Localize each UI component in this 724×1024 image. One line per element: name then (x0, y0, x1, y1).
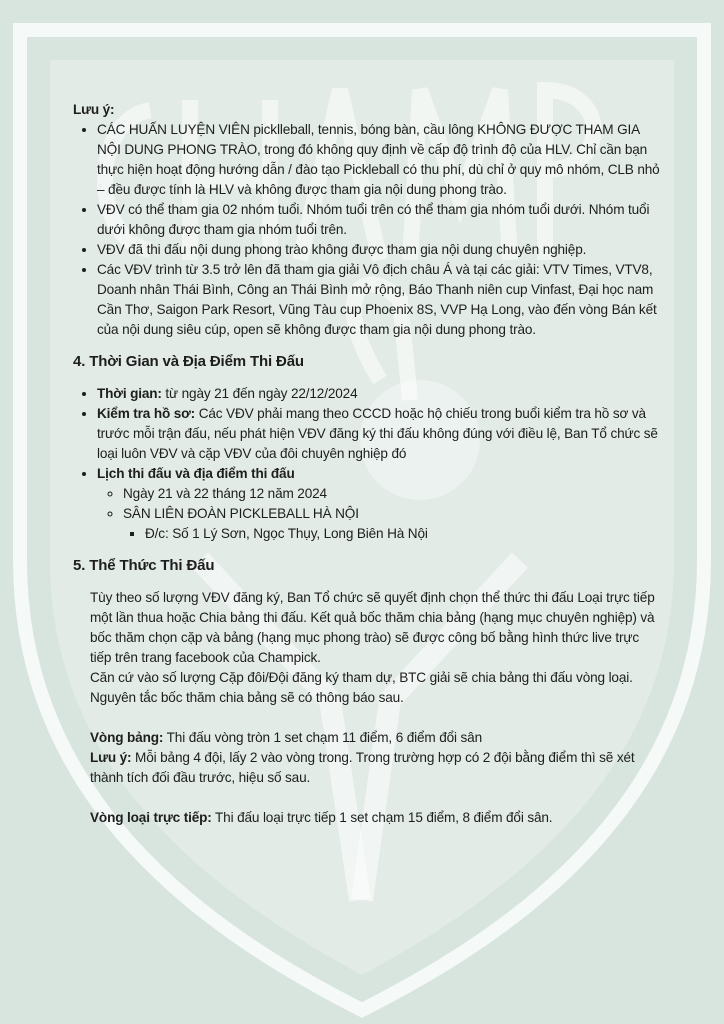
schedule-label: Lịch thi đấu và địa điểm thi đấu (97, 466, 295, 481)
note-list (73, 120, 663, 340)
note-item: • CÁC HUẤN LUYỆN VIÊN picklleball, tennis, bóng bàn, cầu lông KHÔNG ĐƯỢC THAM GIA NỘI DUNG PHONG TRÀO, trong đó không quy định về cấp độ trình độ của HLV. Chỉ cần bạn thực hiện hoạt động hướng dẫn / đào tạo Pickleball có thu phí, dù chỉ ở quy mô nhóm, CLB nhỏ – đều được tính là HLV và không được tham gia nội dung phong trào. (97, 120, 663, 200)
schedule-sublist (97, 484, 663, 544)
section5-heading: 5. Thể Thức Thi Đấu (73, 557, 215, 574)
section4-list (73, 384, 663, 544)
group-stage-rule (90, 728, 663, 748)
time-label: Thời gian: (97, 386, 162, 401)
venue-name: SÂN LIÊN ĐOÀN PICKLEBALL HÀ NỘI (123, 506, 359, 521)
address-list (123, 524, 663, 544)
venue-item (123, 504, 663, 544)
check-value: Các VĐV phải mang theo CCCD hoặc hộ chiếu trong buổi kiểm tra hồ sơ và trước mỗi trận đấu, nếu phát hiện VĐV đăng ký thi đấu không đúng với điều lệ, Ban Tổ chức sẽ loại luôn VĐV và cặp VĐV của đôi chuyên nghiệp đó (97, 406, 658, 461)
time-item (97, 384, 663, 404)
note-item: • VĐV có thể tham gia 02 nhóm tuổi. Nhóm tuổi trên có thể tham gia nhóm tuổi dưới. Nhóm tuổi dưới không được tham gia nhóm tuổi trên. (97, 200, 663, 240)
check-item (97, 404, 663, 464)
note-label: Lưu ý: (73, 102, 115, 117)
note-item: • VĐV đã thi đấu nội dung phong trào không được tham gia nội dung chuyên nghiệp. (97, 240, 663, 260)
group-stage-value: Thi đấu vòng tròn 1 set chạm 11 điểm, 6 điểm đổi sân (163, 730, 483, 745)
group-note-value: Mỗi bảng 4 đội, lấy 2 vào vòng trong. Trong trường hợp có 2 đội bằng điểm thì sẽ xét thành tích đối đầu trước, hiệu số sau. (90, 750, 635, 785)
section5-body (90, 588, 663, 828)
group-note (90, 748, 663, 788)
knockout-value: Thi đấu loại trực tiếp 1 set chạm 15 điểm, 8 điểm đổi sân. (211, 810, 553, 825)
check-label: Kiểm tra hồ sơ: (97, 406, 196, 421)
format-paragraph-2: Căn cứ vào số lượng Cặp đôi/Đội đăng ký tham dự, BTC giải sẽ chia bảng thi đấu vòng loại. Nguyên tắc bốc thăm chia bảng sẽ có thông báo sau. (90, 670, 633, 705)
format-paragraph-1: Tùy theo số lượng VĐV đăng ký, Ban Tổ chức sẽ quyết định chọn thể thức thi đấu Loại trực tiếp một lần thua hoặc Chia bảng thi đấu. Kết quả bốc thăm chia bảng (hạng mục chuyên nghiệp) và bốc thăm chọn cặp và bảng (hạng mục phong trào) sẽ được công bố bằng hình thức live trực tiếp trên trang facebook của Champick. (90, 590, 655, 665)
time-value: từ ngày 21 đến ngày 22/12/2024 (161, 386, 358, 401)
group-stage-label: Vòng bảng: (90, 730, 164, 745)
group-note-label: Lưu ý: (90, 750, 132, 765)
document-page (73, 100, 663, 828)
knockout-label: Vòng loại trực tiếp: (90, 810, 212, 825)
schedule-date: ◦ Ngày 21 và 22 tháng 12 năm 2024 (123, 484, 663, 504)
schedule-item (97, 464, 663, 544)
venue-address: ▪ Đ/c: Số 1 Lý Sơn, Ngọc Thụy, Long Biên Hà Nội (145, 524, 663, 544)
note-item: • Các VĐV trình từ 3.5 trở lên đã tham gia giải Vô địch châu Á và tại các giải: VTV Times, VTV8, Doanh nhân Thái Bình, Công an Thái Bình mở rộng, Báo Thanh niên cup Vinfast, Đại học nam Cần Thơ, Saigon Park Resort, Vũng Tàu cup Phoenix 8S, VVP Hạ Long, vào đến vòng Bán kết của nội dung siêu cúp, open sẽ không được tham gia nội dung phong trào. (97, 260, 663, 340)
section4-heading: 4. Thời Gian và Địa Điểm Thi Đấu (73, 353, 304, 370)
knockout-rule (90, 808, 663, 828)
